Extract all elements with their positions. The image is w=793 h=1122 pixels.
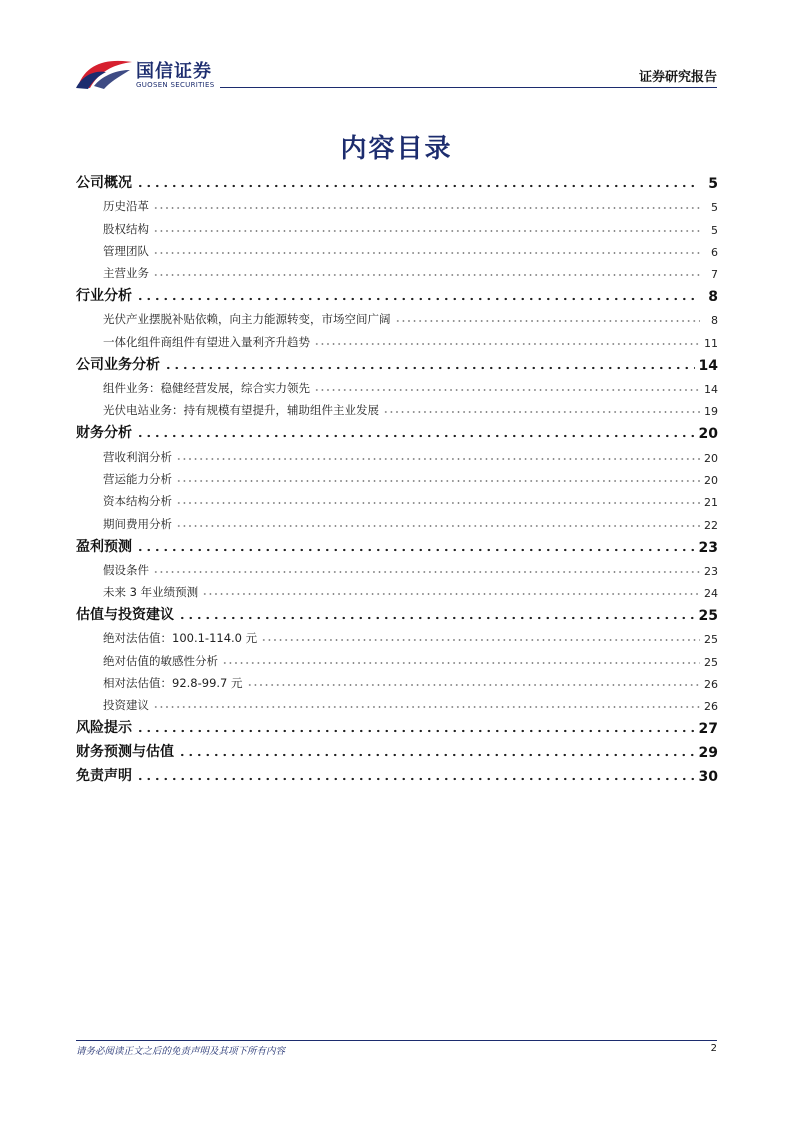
toc-entry-title: 盈利预测 [76, 538, 132, 555]
toc-dot-leader [136, 296, 700, 302]
toc-dot-leader [178, 752, 695, 758]
toc-entry-title: 投资建议 [103, 698, 149, 713]
toc-entry-page: 6 [711, 245, 718, 259]
toc-entry-section[interactable] [76, 350, 718, 374]
toc-entry-subsection[interactable] [76, 237, 718, 259]
toc-dot-leader [136, 547, 695, 553]
page-number: 2 [710, 1043, 717, 1054]
logo-text-cn: 国信证券 [136, 61, 212, 82]
footer-divider [76, 1040, 717, 1041]
toc-entry-subsection[interactable] [76, 578, 718, 600]
toc-entry-title: 营运能力分析 [103, 471, 172, 486]
toc-dot-leader [136, 776, 695, 782]
toc-entry-title: 管理团队 [103, 243, 149, 258]
toc-entry-section[interactable] [76, 418, 718, 442]
toc-entry-subsection[interactable] [76, 465, 718, 487]
toc-entry-page: 23 [698, 539, 718, 556]
toc-entry-title: 财务预测与估值 [76, 744, 174, 761]
table-of-contents [76, 168, 718, 785]
toc-dot-leader [176, 456, 700, 462]
toc-dot-leader [153, 205, 700, 211]
toc-entry-page: 5 [708, 176, 718, 192]
toc-entry-subsection[interactable] [76, 646, 718, 668]
toc-entry-subsection[interactable] [76, 624, 718, 646]
toc-dot-leader [314, 341, 700, 347]
toc-entry-page: 8 [708, 289, 718, 306]
toc-entry-page: 30 [698, 769, 718, 786]
toc-entry-page: 21 [704, 496, 718, 510]
toc-entry-subsection[interactable] [76, 192, 718, 214]
toc-dot-leader [176, 478, 700, 484]
company-logo [76, 56, 226, 92]
report-type-label: 证券研究报告 [638, 70, 717, 85]
toc-entry-page: 20 [698, 426, 718, 443]
toc-entry-subsection[interactable] [76, 669, 718, 691]
toc-entry-subsection[interactable] [76, 509, 718, 531]
header-divider [220, 87, 717, 88]
toc-entry-title: 估值与投资建议 [76, 607, 174, 624]
toc-entry-section[interactable] [76, 168, 718, 192]
toc-dot-leader [136, 433, 695, 439]
toc-entry-page: 20 [704, 451, 718, 465]
toc-entry-title: 一体化组件商组件有望进入量利齐升趋势 [103, 334, 310, 349]
toc-entry-subsection[interactable] [76, 691, 718, 713]
toc-entry-title: 光伏产业摆脱补贴依赖，向主力能源转变，市场空间广阔 [103, 312, 391, 327]
logo-text-en: GUOSEN SECURITIES [136, 81, 215, 89]
toc-entry-subsection[interactable] [76, 556, 718, 578]
toc-dot-leader [136, 728, 695, 734]
toc-entry-subsection[interactable] [76, 214, 718, 236]
toc-entry-page: 11 [704, 336, 718, 350]
toc-entry-page: 25 [704, 633, 718, 647]
toc-entry-page: 19 [704, 405, 718, 419]
toc-entry-title: 未来 3 年业绩预测 [103, 585, 199, 600]
toc-entry-page: 7 [711, 268, 718, 282]
toc-entry-page: 27 [698, 721, 718, 738]
toc-dot-leader [395, 318, 701, 324]
toc-entry-title: 组件业务：稳健经营发展，综合实力领先 [103, 381, 310, 396]
toc-entry-subsection[interactable] [76, 487, 718, 509]
toc-entry-title: 行业分析 [76, 288, 132, 305]
toc-entry-subsection[interactable] [76, 396, 718, 418]
toc-dot-leader [383, 409, 700, 415]
toc-entry-page: 29 [698, 745, 718, 762]
toc-entry-title: 期间费用分析 [103, 516, 172, 531]
toc-dot-leader [153, 228, 700, 234]
toc-entry-page: 23 [704, 564, 718, 578]
toc-dot-leader [153, 272, 700, 278]
toc-entry-title: 相对法估值：92.8-99.7 元 [103, 676, 243, 691]
toc-entry-title: 财务分析 [76, 425, 132, 442]
toc-entry-title: 公司概况 [76, 175, 132, 191]
toc-entry-section[interactable] [76, 600, 718, 624]
toc-dot-leader [222, 660, 700, 666]
toc-entry-title: 历史沿革 [103, 199, 149, 214]
toc-entry-section[interactable] [76, 281, 718, 305]
toc-dot-leader [153, 569, 700, 575]
toc-entry-page: 26 [704, 700, 718, 714]
toc-dot-leader [261, 637, 700, 643]
toc-dot-leader [164, 365, 695, 371]
toc-dot-leader [176, 500, 700, 506]
toc-entry-title: 公司业务分析 [76, 356, 160, 373]
toc-entry-section[interactable] [76, 532, 718, 556]
toc-dot-leader [314, 387, 700, 393]
footer-disclaimer: 请务必阅读正文之后的免责声明及其项下所有内容 [76, 1046, 286, 1057]
toc-entry-page: 14 [704, 383, 718, 397]
toc-dot-leader [178, 615, 695, 621]
toc-entry-subsection[interactable] [76, 259, 718, 281]
toc-entry-page: 25 [698, 608, 718, 625]
toc-dot-leader [202, 591, 700, 597]
toc-dot-leader [136, 183, 700, 189]
toc-entry-page: 8 [711, 314, 718, 328]
toc-entry-subsection[interactable] [76, 327, 718, 349]
logo-mark-icon [76, 56, 134, 90]
toc-entry-page: 14 [698, 357, 718, 374]
toc-entry-page: 22 [704, 518, 718, 532]
toc-dot-leader [153, 704, 700, 710]
toc-entry-title: 主营业务 [103, 266, 149, 281]
toc-entry-page: 26 [704, 678, 718, 692]
toc-entry-subsection[interactable] [76, 442, 718, 464]
toc-title: 内容目录 [340, 134, 453, 164]
toc-dot-leader [247, 682, 700, 688]
toc-dot-leader [176, 523, 700, 529]
toc-dot-leader [153, 250, 700, 256]
toc-entry-subsection[interactable] [76, 374, 718, 396]
toc-entry-title: 绝对估值的敏感性分析 [103, 653, 218, 668]
toc-entry-section[interactable] [76, 761, 718, 785]
page-header [0, 0, 793, 95]
toc-entry-section[interactable] [76, 737, 718, 761]
toc-entry-title: 免责声明 [76, 768, 132, 785]
toc-entry-subsection[interactable] [76, 305, 718, 327]
toc-entry-page: 20 [704, 473, 718, 487]
toc-entry-page: 24 [704, 587, 718, 601]
toc-entry-title: 股权结构 [103, 221, 149, 236]
toc-entry-title: 风险提示 [76, 720, 132, 737]
toc-entry-page: 5 [711, 201, 718, 215]
toc-entry-title: 绝对法估值：100.1-114.0 元 [103, 631, 258, 646]
toc-entry-section[interactable] [76, 713, 718, 737]
toc-entry-title: 光伏电站业务：持有规模有望提升，辅助组件主业发展 [103, 403, 379, 418]
toc-entry-title: 营收利润分析 [103, 449, 172, 464]
toc-entry-page: 5 [711, 223, 718, 237]
toc-entry-page: 25 [704, 655, 718, 669]
toc-entry-title: 资本结构分析 [103, 494, 172, 509]
toc-entry-title: 假设条件 [103, 562, 149, 577]
